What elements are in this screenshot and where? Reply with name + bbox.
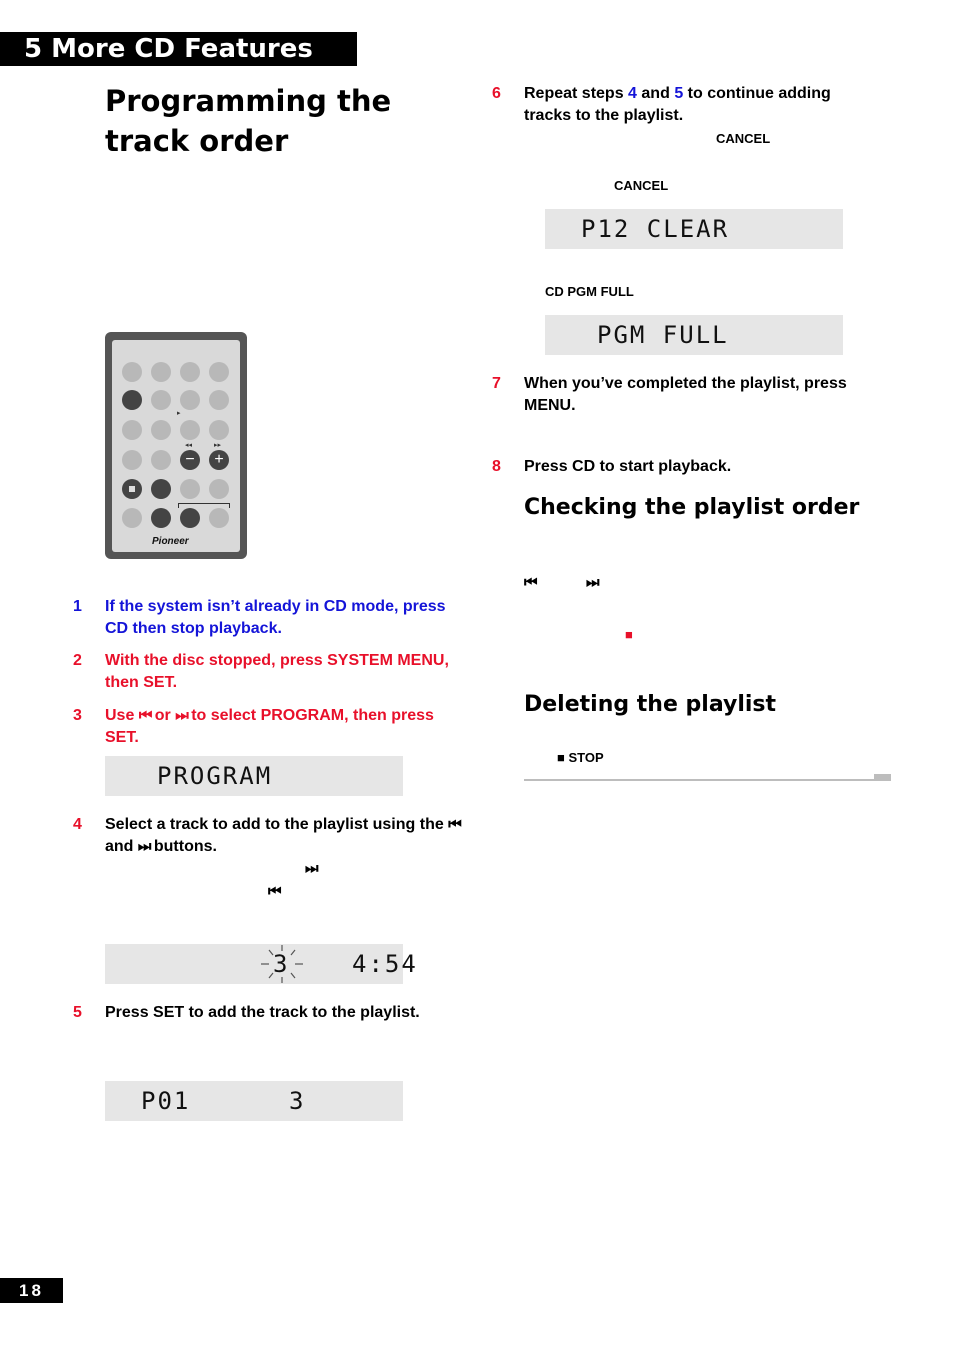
step-number: 8 <box>492 458 501 475</box>
remote-button <box>151 420 171 440</box>
step-text: Press CD to start playback. <box>524 458 732 475</box>
section-title: 5 More CD Features <box>24 34 313 64</box>
remote-button <box>209 390 229 410</box>
skip-forward-icon: ⏭ <box>586 574 598 591</box>
skip-forward-icon: ⏭ <box>175 707 187 724</box>
step-text: Select a track to add to the playlist using the ⏮ and ⏭ buttons. <box>105 816 460 855</box>
plus-button-icon: + <box>209 450 229 470</box>
step-ref: 5 <box>674 85 684 102</box>
divider-end-mark <box>874 774 891 781</box>
bracket-line <box>178 503 230 508</box>
step-number: 7 <box>492 375 501 392</box>
step-text: Repeat steps 4 and 5 to continue adding tracks to the playlist. <box>524 85 831 124</box>
step-text: Press SET to add the track to the playlist. <box>105 1004 420 1021</box>
play-icon: ▸ <box>177 410 181 417</box>
remote-button <box>180 420 200 440</box>
lcd-display-program: PROGRAM <box>105 756 403 796</box>
step-number: 3 <box>73 707 82 724</box>
remote-button <box>122 450 142 470</box>
step-ref: 4 <box>628 85 637 102</box>
page-number: 18 <box>0 1278 63 1303</box>
step-text: With the disc stopped, press SYSTEM MENU, then SET. <box>105 652 449 691</box>
lcd-track-number: 3 <box>273 950 290 978</box>
remote-button <box>209 362 229 382</box>
step-number: 4 <box>73 816 82 833</box>
stop-instruction <box>557 750 604 766</box>
heading-checking-playlist: Checking the playlist order <box>524 495 860 520</box>
section-header <box>0 32 357 66</box>
remote-button <box>151 362 171 382</box>
remote-button-set <box>122 390 142 410</box>
stop-square-icon: ■ <box>625 627 633 642</box>
remote-face <box>112 340 240 552</box>
page-title: Programming the track order <box>105 84 392 158</box>
lcd-display-track <box>105 944 418 984</box>
skip-forward-icon: ⏭ <box>305 860 317 877</box>
step-number: 1 <box>73 598 82 615</box>
skip-back-icon: ⏮ <box>268 883 280 900</box>
remote-button <box>180 508 200 528</box>
cancel-label: CANCEL <box>614 178 669 193</box>
step-text: Use ⏮ or ⏭ to select PROGRAM, then press SET. <box>105 707 434 746</box>
pioneer-logo: Pioneer <box>152 536 189 547</box>
remote-button <box>180 479 200 499</box>
remote-button <box>122 362 142 382</box>
heading-deleting-playlist: Deleting the playlist <box>524 692 777 717</box>
step-text: If the system isn’t already in CD mode, press CD then stop playback. <box>105 598 446 637</box>
remote-control-illustration <box>105 332 247 559</box>
skip-forward-icon: ⏭ <box>137 838 150 855</box>
minus-button-icon: − <box>180 450 200 470</box>
remote-button <box>180 390 200 410</box>
lcd-display-clear: P12 CLEAR <box>545 209 843 249</box>
prev-small-icon: ◂◂ <box>185 442 193 449</box>
cancel-label: CANCEL <box>716 131 771 146</box>
remote-button <box>151 479 171 499</box>
remote-button <box>151 450 171 470</box>
remote-button <box>180 362 200 382</box>
remote-button <box>151 508 171 528</box>
remote-button <box>209 508 229 528</box>
lcd-track-time: 4:54 <box>352 950 418 978</box>
next-small-icon: ▸▸ <box>214 442 222 449</box>
stop-label: STOP <box>568 750 604 765</box>
stop-square-icon: ■ <box>557 750 565 765</box>
divider-line <box>524 779 874 781</box>
remote-button <box>151 390 171 410</box>
remote-button <box>122 420 142 440</box>
step-text: When you’ve completed the playlist, press MENU. <box>524 375 847 414</box>
step-number: 5 <box>73 1004 82 1021</box>
step-number: 2 <box>73 652 82 669</box>
lcd-display-p01: P01 3 <box>105 1081 403 1121</box>
pgm-full-label: CD PGM FULL <box>545 284 634 299</box>
skip-back-icon: ⏮ <box>448 816 460 833</box>
remote-button <box>209 479 229 499</box>
step-number: 6 <box>492 85 501 102</box>
remote-button <box>209 420 229 440</box>
lcd-display-full: PGM FULL <box>545 315 843 355</box>
remote-button <box>122 508 142 528</box>
stop-button-icon <box>122 479 142 499</box>
skip-back-icon: ⏮ <box>524 574 536 591</box>
skip-back-icon: ⏮ <box>138 707 151 724</box>
